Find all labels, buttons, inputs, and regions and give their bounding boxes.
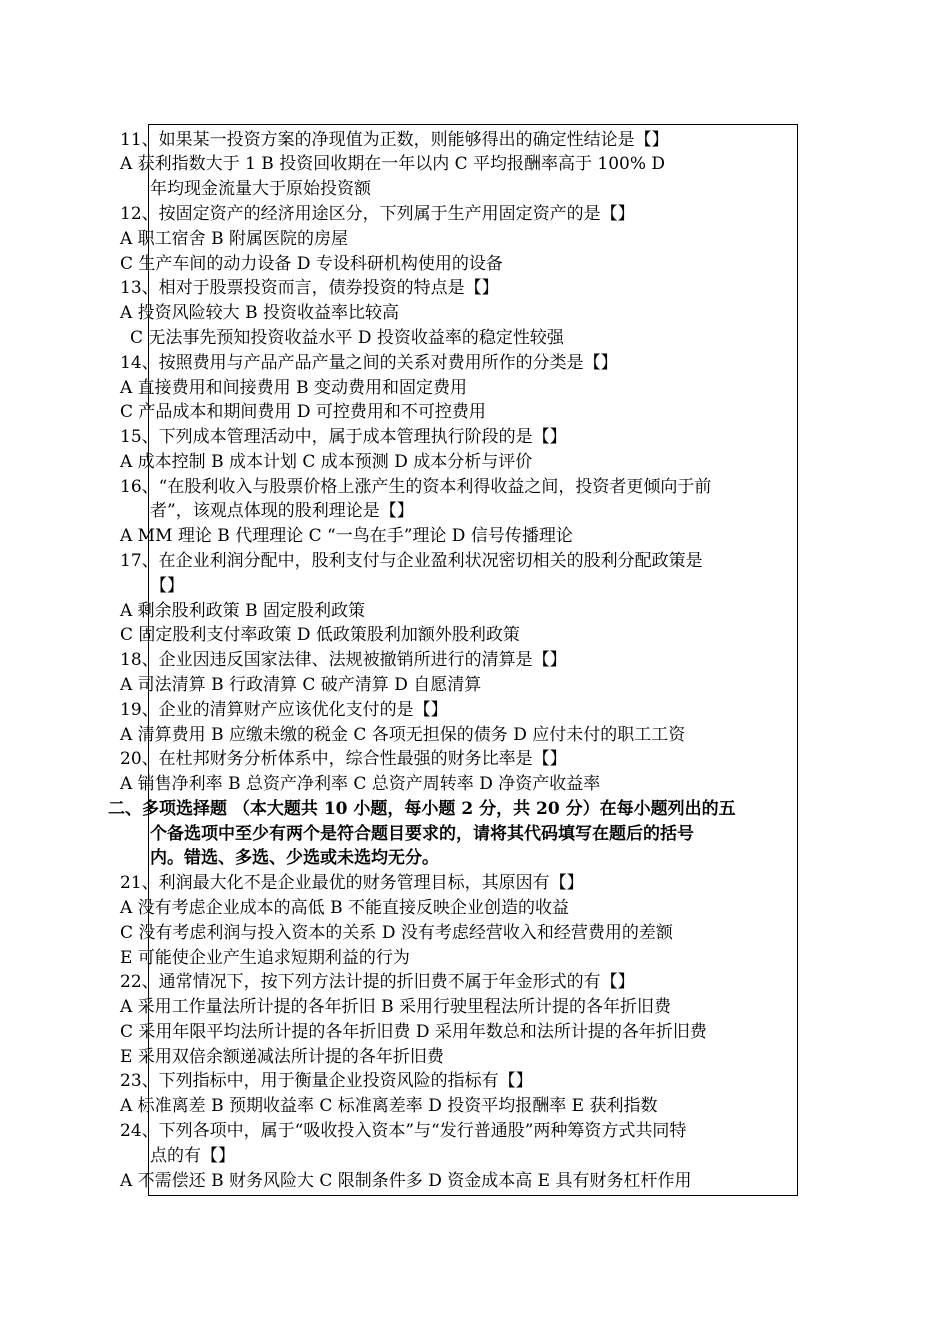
section-heading-cont-2: 内。错选、多选、少选或未选均无分。	[150, 848, 439, 868]
question-11-options-cont: 年均现金流量大于原始投资额	[150, 179, 371, 199]
question-13: 13、相对于股票投资而言，债券投资的特点是【】	[120, 278, 499, 298]
section-heading-cont-1: 个备选项中至少有两个是符合题目要求的，请将其代码填写在题后的括号	[150, 824, 694, 844]
section-heading: 二、多项选择题 （本大题共 10 小题，每小题 2 分，共 20 分）在每小题列出的五	[108, 799, 736, 819]
question-24-options: A 不需偿还 B 财务风险大 C 限制条件多 D 资金成本高 E 具有财务杠杆作用	[120, 1171, 692, 1191]
question-21-options-e: E 可能使企业产生追求短期利益的行为	[120, 948, 410, 968]
question-16-cont: 者”，该观点体现的股利理论是【】	[150, 501, 414, 521]
question-17-options-ab: A 剩余股利政策 B 固定股利政策	[120, 601, 365, 621]
question-24-cont: 点的有【】	[150, 1146, 235, 1166]
question-12-options-cd: C 生产车间的动力设备 D 专设科研机构使用的设备	[120, 254, 503, 274]
question-16-options: A MM 理论 B 代理理论 C “一鸟在手”理论 D 信号传播理论	[120, 526, 573, 546]
question-16: 16、“在股利收入与股票价格上涨产生的资本利得收益之间，投资者更倾向于前	[120, 477, 712, 497]
question-23: 23、下列指标中，用于衡量企业投资风险的指标有【】	[120, 1071, 533, 1091]
question-24: 24、下列各项中，属于“吸收投入资本”与“发行普通股”两种筹资方式共同特	[120, 1121, 687, 1141]
question-20: 20、在杜邦财务分析体系中，综合性最强的财务比率是【】	[120, 749, 567, 769]
question-11: 11、如果某一投资方案的净现值为正数，则能够得出的确定性结论是【】	[120, 130, 669, 150]
question-22-options-ab: A 采用工作量法所计提的各年折旧 B 采用行驶里程法所计提的各年折旧费	[120, 997, 671, 1017]
question-17-options-cd: C 固定股利支付率政策 D 低政策股利加额外股利政策	[120, 625, 520, 645]
question-15-options: A 成本控制 B 成本计划 C 成本预测 D 成本分析与评价	[120, 452, 533, 472]
question-21: 21、利润最大化不是企业最优的财务管理目标，其原因有【】	[120, 873, 584, 893]
question-22: 22、通常情况下，按下列方法计提的折旧费不属于年金形式的有【】	[120, 972, 635, 992]
question-22-options-cd: C 采用年限平均法所计提的各年折旧费 D 采用年数总和法所计提的各年折旧费	[120, 1022, 707, 1042]
question-22-options-e: E 采用双倍余额递减法所计提的各年折旧费	[120, 1047, 444, 1067]
question-20-options: A 销售净利率 B 总资产净利率 C 总资产周转率 D 净资产收益率	[120, 774, 601, 794]
question-14: 14、按照费用与产品产品产量之间的关系对费用所作的分类是【】	[120, 353, 618, 373]
question-12: 12、按固定资产的经济用途区分，下列属于生产用固定资产的是【】	[120, 204, 635, 224]
question-14-options-cd: C 产品成本和期间费用 D 可控费用和不可控费用	[120, 402, 486, 422]
question-23-options: A 标准离差 B 预期收益率 C 标准离差率 D 投资平均报酬率 E 获利指数	[120, 1096, 658, 1116]
question-17: 17、在企业利润分配中，股利支付与企业盈利状况密切相关的股利分配政策是	[120, 551, 703, 571]
question-11-options: A 获利指数大于 1 B 投资回收期在一年以内 C 平均报酬率高于 100% D	[120, 154, 666, 174]
question-19: 19、企业的清算财产应该优化支付的是【】	[120, 700, 448, 720]
question-18: 18、企业因违反国家法律、法规被撤销所进行的清算是【】	[120, 650, 567, 670]
question-15: 15、下列成本管理活动中，属于成本管理执行阶段的是【】	[120, 427, 567, 447]
question-13-options-cd: C 无法事先预知投资收益水平 D 投资收益率的稳定性较强	[130, 328, 564, 348]
question-13-options-ab: A 投资风险较大 B 投资收益率比较高	[120, 303, 399, 323]
question-14-options-ab: A 直接费用和间接费用 B 变动费用和固定费用	[120, 378, 467, 398]
question-21-options-cd: C 没有考虑利润与投入资本的关系 D 没有考虑经营收入和经营费用的差额	[120, 923, 673, 943]
question-17-cont: 【】	[150, 576, 184, 596]
question-18-options: A 司法清算 B 行政清算 C 破产清算 D 自愿清算	[120, 675, 482, 695]
question-12-options-ab: A 职工宿舍 B 附属医院的房屋	[120, 229, 348, 249]
question-19-options: A 清算费用 B 应缴未缴的税金 C 各项无担保的债务 D 应付未付的职工工资	[120, 725, 686, 745]
question-21-options-ab: A 没有考虑企业成本的高低 B 不能直接反映企业创造的收益	[120, 898, 569, 918]
